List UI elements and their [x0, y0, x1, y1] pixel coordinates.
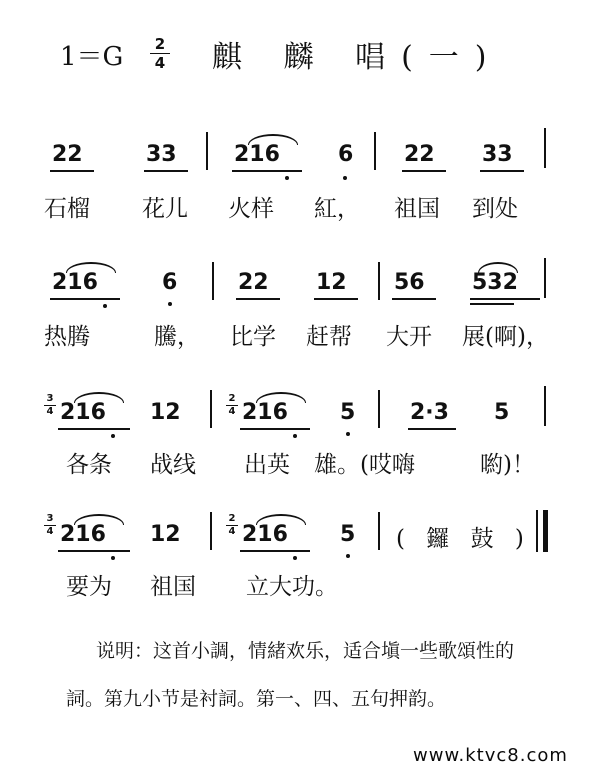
- underline-beam: [236, 298, 280, 300]
- time-signature-change: [226, 514, 238, 537]
- note-group: 2·3: [410, 400, 449, 425]
- ts-denominator: 4: [228, 406, 236, 417]
- ts-numerator: 3: [46, 393, 54, 404]
- ts-numerator: 3: [46, 513, 54, 524]
- lower-octave-dot: [346, 432, 350, 436]
- lyric: 到处: [472, 196, 518, 222]
- note-group: 5: [340, 522, 356, 547]
- note-group: 12: [150, 400, 181, 425]
- slur: [478, 262, 518, 273]
- note-group: 6: [338, 142, 354, 167]
- time-signature-numerator: 2: [154, 35, 166, 53]
- lyric: 雄。(哎嗨: [314, 452, 415, 478]
- watermark-url: www.ktvc8.com: [413, 745, 568, 766]
- underline-beam: [402, 170, 446, 172]
- lyric: 赶帮: [306, 324, 352, 350]
- underline-beam: [144, 170, 188, 172]
- ts-denominator: 4: [46, 406, 54, 417]
- barline: [544, 128, 546, 168]
- lyric: 热腾: [44, 324, 90, 350]
- note-group: 216: [60, 400, 106, 425]
- lyric: 要为: [66, 574, 112, 600]
- lyric: 立大功。: [246, 574, 338, 600]
- lyric: 比学: [230, 324, 276, 350]
- lyric: 祖国: [394, 196, 440, 222]
- barline: [544, 258, 546, 298]
- ts-denominator: 4: [46, 526, 54, 537]
- slur: [248, 134, 298, 145]
- time-signature-change: [44, 514, 56, 537]
- explanation-line-1: 说明：这首小調，情緒欢乐，适合塡一些歌頌性的: [96, 640, 515, 662]
- note-group: 22: [52, 142, 83, 167]
- note-group: 33: [146, 142, 177, 167]
- underline-beam-double: [470, 303, 514, 305]
- lyric: 战线: [150, 452, 196, 478]
- slur: [74, 514, 124, 525]
- barline: [378, 262, 380, 300]
- explanation-line-2: 詞。第九小节是衬詞。第一、四、五句押韵。: [66, 688, 447, 710]
- barline: [212, 262, 214, 300]
- lower-octave-dot: [293, 434, 297, 438]
- underline-beam: [240, 428, 310, 430]
- final-barline-thin: [536, 510, 538, 552]
- slur: [256, 392, 306, 403]
- lower-octave-dot: [111, 434, 115, 438]
- slur: [256, 514, 306, 525]
- lower-octave-dot: [346, 554, 350, 558]
- slur: [66, 262, 116, 273]
- lower-octave-dot: [293, 556, 297, 560]
- lyric: 出英: [244, 452, 290, 478]
- lyric: 騰，: [154, 324, 200, 350]
- lower-octave-dot: [343, 176, 347, 180]
- lower-octave-dot: [285, 176, 289, 180]
- lower-octave-dot: [111, 556, 115, 560]
- lower-octave-dot: [168, 302, 172, 306]
- underline-beam: [314, 298, 358, 300]
- note-group: 22: [404, 142, 435, 167]
- note-group: 216: [60, 522, 106, 547]
- barline: [210, 390, 212, 428]
- note-group: 216: [234, 142, 280, 167]
- note-group: 12: [316, 270, 347, 295]
- lyric: 祖国: [150, 574, 196, 600]
- final-barline-thick: [543, 510, 548, 552]
- time-signature-change: [226, 394, 238, 417]
- barline: [206, 132, 208, 170]
- note-group: 532: [472, 270, 518, 295]
- underline-beam: [480, 170, 524, 172]
- ts-numerator: 2: [228, 393, 236, 404]
- lyric: 紅，: [314, 196, 360, 222]
- note-group: 6: [162, 270, 178, 295]
- note-group: 33: [482, 142, 513, 167]
- time-signature-change: [44, 394, 56, 417]
- lyric: 石榴: [44, 196, 90, 222]
- lyric: 展(啊)，: [462, 324, 549, 350]
- slur: [74, 392, 124, 403]
- underline-beam: [232, 170, 302, 172]
- lyric: 大开: [386, 324, 432, 350]
- note-group: 216: [242, 400, 288, 425]
- underline-beam: [50, 170, 94, 172]
- barline: [374, 132, 376, 170]
- time-signature: [150, 36, 170, 71]
- note-group: 5: [494, 400, 510, 425]
- time-signature-denominator: 4: [154, 54, 166, 72]
- barline: [378, 390, 380, 428]
- underline-beam: [58, 550, 130, 552]
- ts-denominator: 4: [228, 526, 236, 537]
- underline-beam: [50, 298, 120, 300]
- note-group: 5: [340, 400, 356, 425]
- note-group: 56: [394, 270, 425, 295]
- note-group: 22: [238, 270, 269, 295]
- barline: [544, 386, 546, 426]
- lower-octave-dot: [103, 304, 107, 308]
- song-title: 麒 麟 唱(一): [212, 40, 503, 75]
- note-group: 216: [52, 270, 98, 295]
- barline: [378, 512, 380, 550]
- barline: [210, 512, 212, 550]
- underline-beam: [240, 550, 310, 552]
- lyric: 火样: [228, 196, 274, 222]
- underline-beam: [408, 428, 456, 430]
- note-group: 216: [242, 522, 288, 547]
- percussion-interlude: ( 鑼 鼓 ): [396, 526, 524, 552]
- underline-beam: [58, 428, 130, 430]
- underline-beam: [470, 298, 540, 300]
- key-signature: 1＝G: [60, 42, 124, 72]
- lyric: 各条: [66, 452, 112, 478]
- lyric: 喲)！: [480, 452, 535, 478]
- ts-numerator: 2: [228, 513, 236, 524]
- lyric: 花儿: [142, 196, 188, 222]
- note-group: 12: [150, 522, 181, 547]
- underline-beam: [392, 298, 436, 300]
